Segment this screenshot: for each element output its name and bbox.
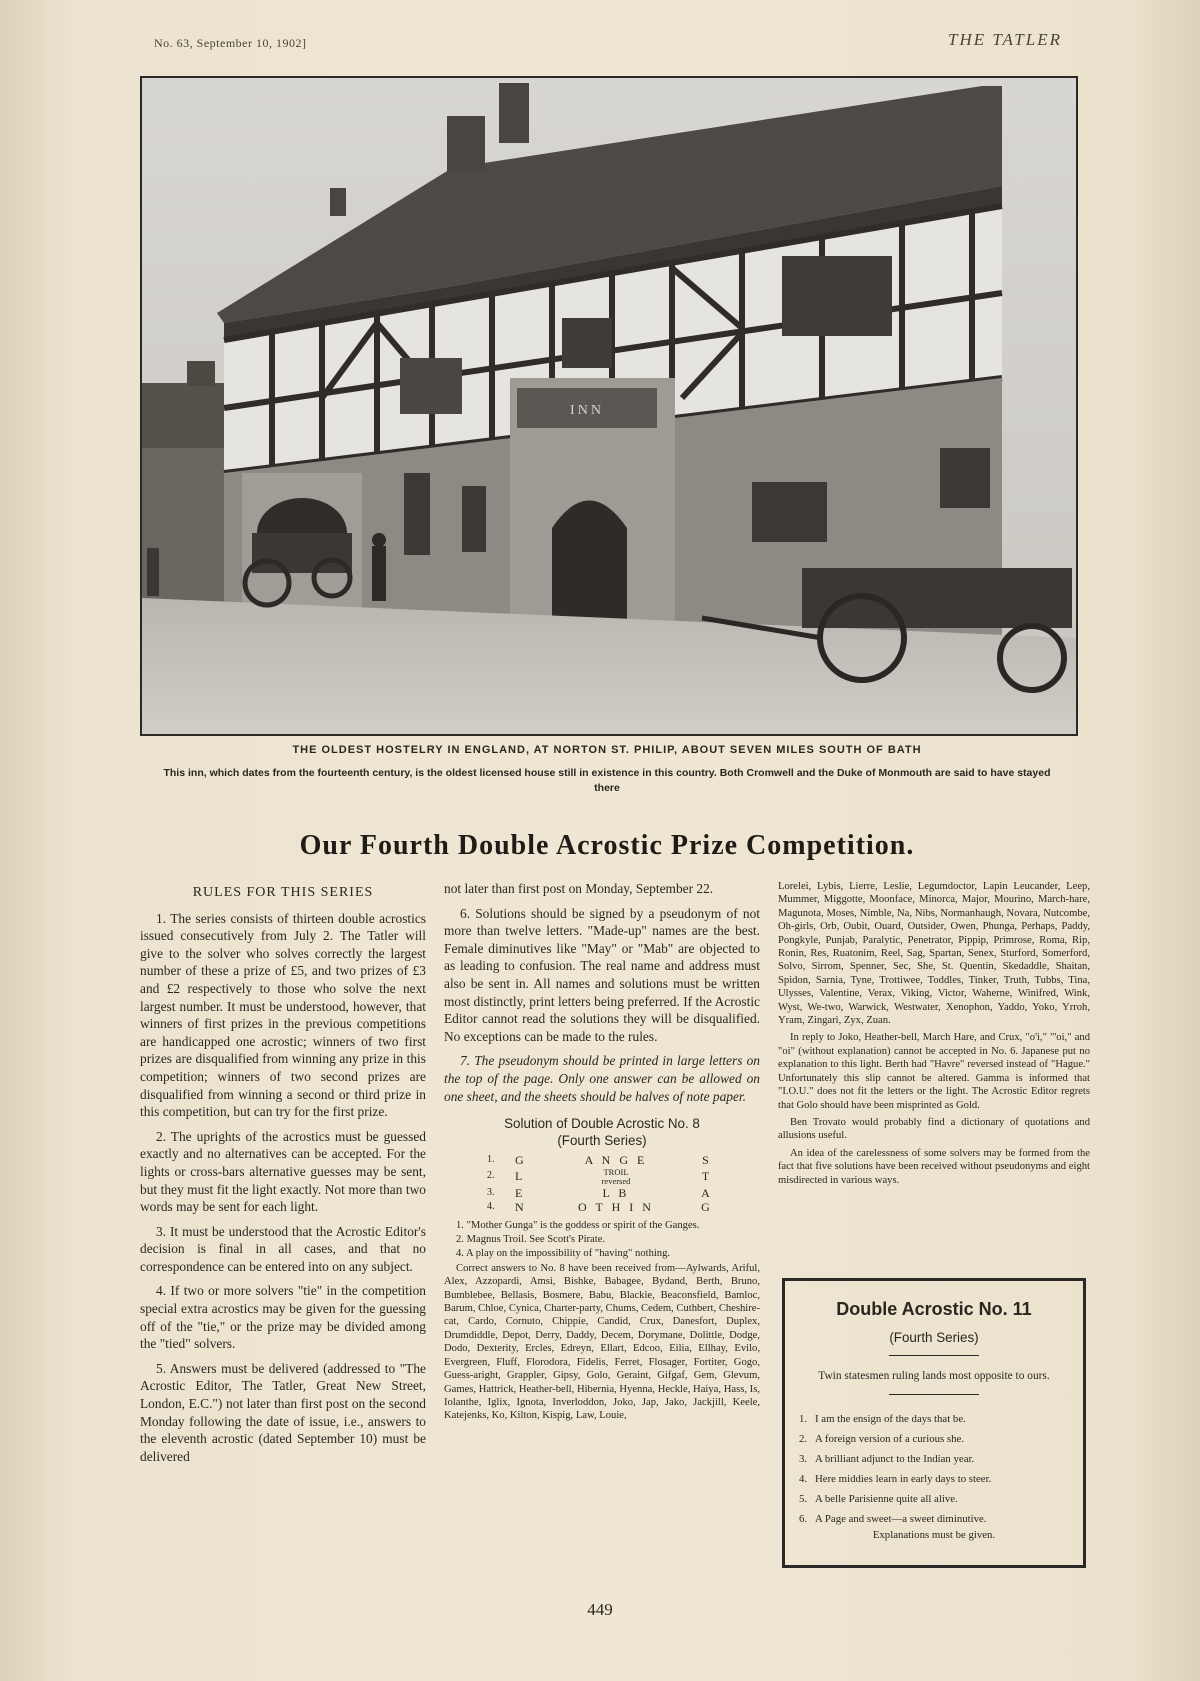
solution-notes	[444, 1219, 760, 1423]
solution-heading: Solution of Double Acrostic No. 8 (Fourth Series)	[504, 1116, 700, 1149]
divider	[889, 1394, 979, 1395]
column-2	[444, 880, 760, 1424]
inn-photograph	[140, 76, 1078, 736]
rule-5-continued: not later than first post on Monday, September 22.	[444, 881, 714, 896]
rule-2: 2. The uprights of the acrostics must be guessed exactly and no alternatives can be accepted. For the lights or cross-bars alternative guesses may be sent, but they must fit the light exactly. Not more than two words may be sent for each light.	[140, 1128, 426, 1215]
correct-answers-list: Correct answers to No. 8 have been received from—Aylwards, Ariful, Alex, Azzopardi, Amsi, Bishke, Babagee, Bydand, Berth, Bruno, Bumblebee, Bellasis, Bosmere, Babu, Blackie, Beaconsfield, Bamloc, Barum, Chloe, Cynica, Charter-party, Chums, Cedem, Cuthbert, Cheshire-cat, Cardo, Cornuto, Chippie, Candid, Crux, Danesfort, Duplex, Drumdiddle, Depot, Derry, Daddy, Decem, Dorymane, Dolittle, Dodge, Dodo, Dexterity, Ercles, Edreyn, Ellart, Edcoo, Eilia, Ellhay, Evilo, Evergreen, Fluff, Florodora, Fidelis, Ferret, Flosager, Fortiter, Gogo, Guess-aright, Grappler, Gipsy, Golo, Geraint, Gifgaf, Gem, Glevum, Games, Hattrick, Heather-bell, Hibernia, Hyenna, Heckle, Haiya, Hass, Is, Iolanthe, Iglix, Ignota, Inverloddon, Joko, Jap, Jako, Jackjill, Keele, Katejenks, Ko, Kilton, Kispig, Law, Louie,	[444, 1262, 760, 1422]
solution-note: 1. "Mother Gunga" is the goddess or spirit of the Ganges.	[456, 1219, 700, 1231]
acrostic-puzzle-box	[782, 1278, 1086, 1568]
acrostic-light: 6. A Page and sweet—a sweet diminutive.	[799, 1513, 987, 1525]
article-headline: Our Fourth Double Acrostic Prize Competition.	[299, 830, 915, 861]
acrostic-light: 5. A belle Parisienne quite all alive.	[799, 1493, 958, 1505]
acrostic-light: 1. I am the ensign of the days that be.	[799, 1413, 966, 1425]
acrostic-light: 3. A brilliant adjunct to the Indian year.	[799, 1453, 975, 1465]
solution-grid	[487, 1153, 717, 1215]
rule-3: 3. It must be understood that the Acrostic Editor's decision is final in all cases, and that no correspondence can be entered into on any subject.	[140, 1223, 426, 1274]
rule-5: 5. Answers must be delivered (addressed to "The Acrostic Editor, The Tatler, Great New Street, London, E.C.") not later than first post on the second Monday following the date of issue, i.e., answers to the eleventh acrostic (dated September 10) must be delivered	[140, 1360, 426, 1464]
editor-reply: In reply to Joko, Heather-bell, March Hare, and Crux, "o'i," "'oi," and "oi" (without explanation) cannot be accepted in No. 6. Japanese put no explanation to this light. Berth had "Havre" reversed instead of "Hague." Unfortunately this slip cannot be altered. Gamma is informed that "I.O.U." does not fit the letters or the light. The Acrostic Editor regrets that Golo should have been misprinted as Gold.	[778, 1032, 1090, 1111]
solution-row: 1. G A N G E S	[487, 1153, 712, 1168]
rule-1: 1. The series consists of thirteen double acrostics issued consecutively from July 2. The Tatler will give to the solver who solves correctly the largest number of these a prize of £5, and two prizes of £3 and £2 respectively to those who solve the next largest number. It must be understood, however, that winners of first prizes in the previous competitions are handicapped one acrostic; winners of two first prizes are disqualified from winning any prize in this competition; winners of two second prizes are disqualified from winning a second or third prize in this competition, but can try for the first prize.	[140, 910, 426, 1120]
solution-note: 2. Magnus Troil. See Scott's Pirate.	[456, 1234, 606, 1246]
acrostic-light: 2. A foreign version of a curious she.	[799, 1433, 965, 1445]
photo-caption-text: This inn, which dates from the fourteenth century, is the oldest licensed house still in existence in this country. Both Cromwell and the Duke of Monmouth are said to have stayed there	[163, 767, 1051, 794]
acrostic-lights	[799, 1409, 1069, 1529]
editor-note-carelessness: An idea of the carelessness of some solvers may be formed from the fact that five solutions have been received without pseudonyms and eight misdirected in various ways.	[778, 1147, 1090, 1186]
rule-6: 6. Solutions should be signed by a pseudonym of not more than twelve letters. "Made-up" names are the best. Female diminutives like "May" or "Mab" are objected to as leading to confusion. The real name and address must also be sent in. All names and solutions must be written most distinctly, print letters being preferred. If the Acrostic Editor cannot read the solutions they will be disqualified. No exceptions can be made to the rules.	[444, 905, 760, 1044]
photo-caption-title: THE OLDEST HOSTELRY IN ENGLAND, AT NORTON ST. PHILIP, ABOUT SEVEN MILES SOUTH OF BATH	[292, 744, 922, 756]
inn-sign: INN	[570, 403, 604, 418]
rules-heading: RULES FOR THIS SERIES	[192, 885, 374, 900]
issue-line: No. 63, September 10, 1902]	[154, 36, 307, 50]
column-3	[778, 880, 1090, 1191]
acrostic-subtitle: (Fourth Series)	[889, 1330, 979, 1345]
solution-note: 4. A play on the impossibility of "having" nothing.	[456, 1248, 671, 1260]
solution-row: 3. E L B A	[487, 1185, 713, 1200]
acrostic-theme: Twin statesmen ruling lands most opposite to ours.	[818, 1370, 1050, 1382]
acrostic-title: Double Acrostic No. 11	[836, 1299, 1032, 1319]
page-number: 449	[587, 1600, 613, 1619]
editor-note-trovato: Ben Trovato would probably find a dictionary of quotations and allusions useful.	[778, 1116, 1090, 1142]
acrostic-footer: Explanations must be given.	[872, 1529, 996, 1541]
magazine-title: THE TATLER	[948, 30, 1062, 49]
column-1	[140, 884, 426, 1472]
acrostic-light: 4. Here middies learn in early days to steer.	[799, 1473, 992, 1485]
divider	[889, 1355, 979, 1356]
rule-7: 7. The pseudonym should be printed in large letters on the top of the page. Only one answer can be allowed on one sheet, and the sheets should be halves of note paper.	[444, 1053, 760, 1104]
correct-answers-continued: Lorelei, Lybis, Lierre, Leslie, Legumdoctor, Lapin Leucander, Leep, Mummer, Miggotte, Moonface, Minorca, Major, Mourino, March-hare, Magunota, Moses, Nimble, Na, Nibs, Normanhaugh, Novara, Nutcombe, Oh-girls, Orb, Oubit, Ouard, Outsider, Owen, Phunga, Perhaps, Paddy, Pongkyle, Punjab, Paralytic, Penetrator, Pippip, Primrose, Roma, Rip, Ronin, Res, Ruatonim, Reel, Sag, Spartan, Senex, Sturford, Somerford, Solvo, Sirrom, Spenner, Sec, She, St. Quentin, Skedaddle, Shaitan, Spidon, Sarnia, Tyne, Trottiwee, Toddles, Tinker, Truth, Tubbs, Tina, Ulysses, Valentine, Verax, Viking, Victor, Waherne, Winifred, Wink, Wyst, We-two, Warwick, Westwater, Xenophon, Yaddo, Yoko, Yrroh, Yram, Zingari, Zyx, Zuan.	[778, 881, 1090, 1027]
rule-4: 4. If two or more solvers "tie" in the competition special extra acrostics may be given for the guessing off of the "tie," or the prize may be divided among the "tied" solvers.	[140, 1283, 426, 1352]
solution-row: 2. L TROIL reversed T	[487, 1166, 713, 1186]
solution-row: 4. N O T H I N G	[487, 1200, 713, 1215]
inn-illustration	[142, 78, 1076, 734]
